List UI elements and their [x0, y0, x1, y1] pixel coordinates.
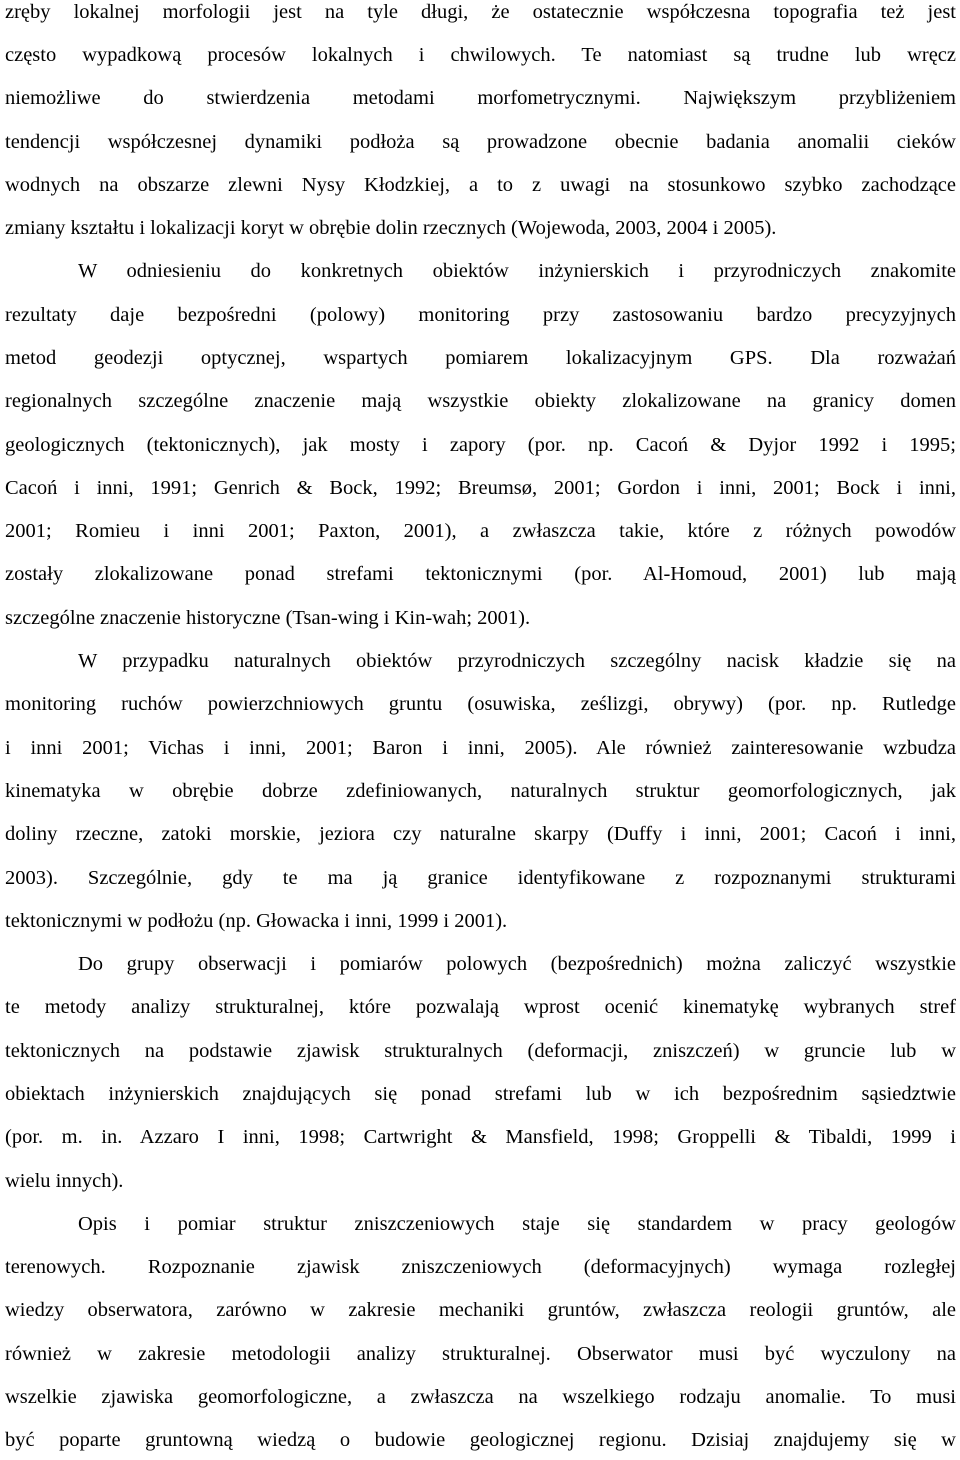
- text-line: te metody analizy strukturalnej, które pozwalają wprost ocenić kinematykę wybranych stref: [5, 996, 956, 1018]
- text-line: W przypadku naturalnych obiektów przyrodniczych szczególny nacisk kładzie się na: [78, 650, 956, 672]
- text-line: geologicznych (tektonicznych), jak mosty i zapory (por. np. Cacoń & Dyjor 1992 i 1995;: [5, 434, 956, 456]
- text-line: regionalnych szczególne znaczenie mają wszystkie obiekty zlokalizowane na granicy domen: [5, 390, 956, 412]
- text-line: kinematyka w obrębie dobrze zdefiniowanych, naturalnych struktur geomorfologicznych, jak: [5, 780, 956, 802]
- text-line: monitoring ruchów powierzchniowych gruntu (osuwiska, ześlizgi, obrywy) (por. np. Rutledge: [5, 693, 956, 715]
- text-line: wszelkie zjawiska geomorfologiczne, a zwłaszcza na wszelkiego rodzaju anomalie. To musi: [5, 1386, 956, 1408]
- text-line: wodnych na obszarze zlewni Nysy Kłodzkiej, a to z uwagi na stosunkowo szybko zachodzące: [5, 174, 956, 196]
- text-line: Opis i pomiar struktur zniszczeniowych staje się standardem w pracy geologów: [78, 1213, 956, 1235]
- text-line: zmiany kształtu i lokalizacji koryt w obrębie dolin rzecznych (Wojewoda, 2003, 2004 i 2005).: [5, 217, 777, 239]
- text-line: zostały zlokalizowane ponad strefami tektonicznymi (por. Al-Homoud, 2001) lub mają: [5, 563, 956, 585]
- text-line: tendencji współczesnej dynamiki podłoża są prowadzone obecnie badania anomalii cieków: [5, 131, 956, 153]
- text-line: (por. m. in. Azzaro I inni, 1998; Cartwright & Mansfield, 1998; Groppelli & Tibaldi, 1999 i: [5, 1126, 956, 1148]
- text-line: rezultaty daje bezpośredni (polowy) monitoring przy zastosowaniu bardzo precyzyjnych: [5, 304, 956, 326]
- text-line: doliny rzeczne, zatoki morskie, jeziora czy naturalne skarpy (Duffy i inni, 2001; Cacoń i inni,: [5, 823, 956, 845]
- text-line: wielu innych).: [5, 1170, 124, 1192]
- text-line: W odniesieniu do konkretnych obiektów inżynierskich i przyrodniczych znakomite: [78, 260, 956, 282]
- text-line: wiedzy obserwatora, zarówno w zakresie mechaniki gruntów, zwłaszcza reologii gruntów, ale: [5, 1299, 956, 1321]
- text-line: obiektach inżynierskich znajdujących się ponad strefami lub w ich bezpośrednim sąsiedztwie: [5, 1083, 956, 1105]
- text-line: tektonicznych na podstawie zjawisk strukturalnych (deformacji, zniszczeń) w gruncie lub w: [5, 1040, 956, 1062]
- text-line: 2003). Szczególnie, gdy te ma ją granice identyfikowane z rozpoznanymi strukturami: [5, 867, 956, 889]
- text-line: terenowych. Rozpoznanie zjawisk zniszczeniowych (deformacyjnych) wymaga rozległej: [5, 1256, 956, 1278]
- text-line: zręby lokalnej morfologii jest na tyle długi, że ostatecznie współczesna topografia też jest: [5, 1, 956, 23]
- text-line: niemożliwe do stwierdzenia metodami morfometrycznymi. Największym przybliżeniem: [5, 87, 956, 109]
- text-line: i inni 2001; Vichas i inni, 2001; Baron i inni, 2005). Ale również zainteresowanie wzbudza: [5, 737, 956, 759]
- text-line: szczególne znaczenie historyczne (Tsan-wing i Kin-wah; 2001).: [5, 607, 531, 629]
- text-line: również w zakresie metodologii analizy strukturalnej. Obserwator musi być wyczulony na: [5, 1343, 956, 1365]
- text-line: Cacoń i inni, 1991; Genrich & Bock, 1992; Breumsø, 2001; Gordon i inni, 2001; Bock i inni,: [5, 477, 956, 499]
- text-line: być poparte gruntowną wiedzą o budowie geologicznej regionu. Dzisiaj znajdujemy się w: [5, 1429, 956, 1451]
- text-line: tektonicznymi w podłożu (np. Głowacka i inni, 1999 i 2001).: [5, 910, 508, 932]
- text-line: metod geodezji optycznej, wspartych pomiarem lokalizacyjnym GPS. Dla rozważań: [5, 347, 956, 369]
- text-line: 2001; Romieu i inni 2001; Paxton, 2001), a zwłaszcza takie, które z różnych powodów: [5, 520, 956, 542]
- text-line: Do grupy obserwacji i pomiarów polowych (bezpośrednich) można zaliczyć wszystkie: [78, 953, 956, 975]
- text-line: często wypadkową procesów lokalnych i chwilowych. Te natomiast są trudne lub wręcz: [5, 44, 956, 66]
